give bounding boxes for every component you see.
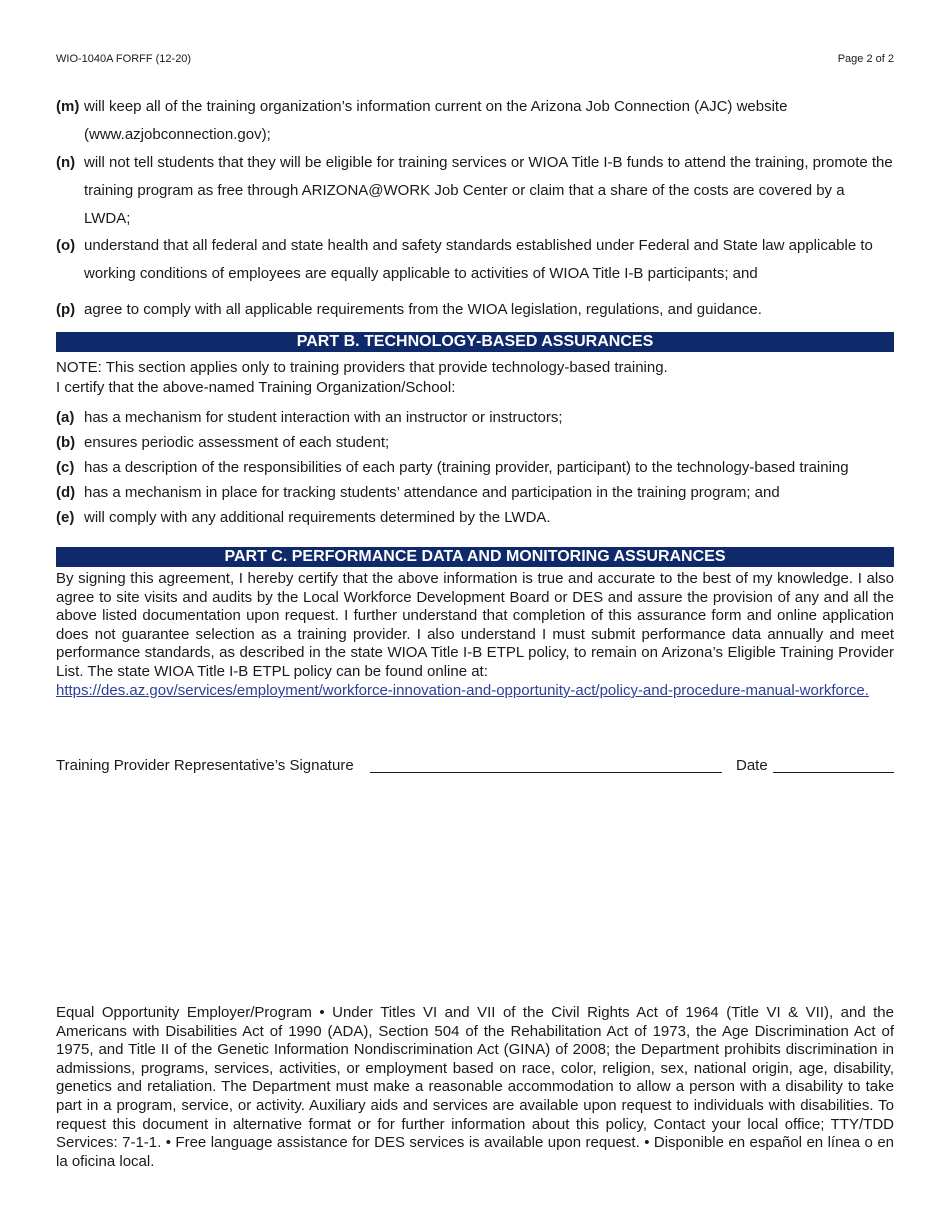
form-id: WIO-1040A FORFF (12-20)	[56, 53, 192, 65]
item-label: (n)	[56, 154, 76, 171]
item-label: (b)	[56, 434, 76, 451]
item-label: (m)	[56, 98, 80, 115]
item-text: will not tell students that they will be eligible for training services or WIOA Title I-B funds to attend the training, promote the training program as free through ARIZONA@WORK Job Center or claim that a share of the costs are covered by a LWDA;	[84, 154, 893, 227]
date-line[interactable]	[773, 772, 894, 773]
item-text: has a mechanism in place for tracking students’ attendance and participation in the training program; and	[84, 484, 780, 501]
signature-row	[56, 756, 894, 775]
item-label: (a)	[56, 409, 75, 426]
signature-line[interactable]	[370, 772, 722, 773]
policy-link[interactable]: https://des.az.gov/services/employment/workforce-innovation-and-opportunity-act/policy-and-procedure-manual-workforce.	[56, 682, 869, 699]
item-text: will keep all of the training organization’s information current on the Arizona Job Connection (AJC) website (www.azjobconnection.gov);	[84, 98, 788, 143]
item-label: (p)	[56, 301, 76, 318]
item-text: agree to comply with all applicable requirements from the WIOA legislation, regulations, and guidance.	[84, 301, 762, 318]
item-label: (c)	[56, 459, 75, 476]
item-label: (o)	[56, 237, 76, 254]
date-label: Date	[736, 757, 768, 774]
item-text: ensures periodic assessment of each student;	[84, 434, 390, 451]
item-text: will comply with any additional requirements determined by the LWDA.	[84, 509, 551, 526]
part-c-body: By signing this agreement, I hereby certify that the above information is true and accurate to the best of my knowledge. I also agree to site visits and audits by the Local Workforce Development Board or DES and assure the provision of any and all the above listed documentation upon request. I further understand that completion of this assurance form and online application does not guarantee selection as a training provider. I also understand I must submit performance data annually and meet performance standards, as described in the state WIOA Title I-B ETPL policy, to remain on Arizona’s Eligible Training Provider List. The state WIOA Title I-B ETPL policy can be found online at:	[56, 570, 894, 680]
item-label: (d)	[56, 484, 76, 501]
signature-label: Training Provider Representative’s Signature	[56, 757, 354, 774]
section-heading-part-c: PART C. PERFORMANCE DATA AND MONITORING ASSURANCES	[56, 547, 894, 567]
equal-opportunity-notice: Equal Opportunity Employer/Program • Under Titles VI and VII of the Civil Rights Act of 1964 (Title VI & VII), and the Americans with Disabilities Act of 1990 (ADA), Section 504 of the Rehabilitation Act of 1973, the Age Discrimination Act of 1975, and Title II of the Genetic Information Nondiscrimination Act (GINA) of 2008; the Department prohibits discrimination in admissions, programs, services, activities, or employment based on race, color, religion, sex, national origin, age, disability, genetics and retaliation. The Department must make a reasonable accommodation to allow a person with a disability to take part in a program, service, or activity. Auxiliary aids and services are available upon request to individuals with disabilities. To request this document in alternative format or for further information about this policy, Contact your local office; TTY/TDD Services: 7-1-1. • Free language assistance for DES services is available upon request. • Disponible en español en línea o en la oficina local.	[56, 1004, 894, 1170]
item-text: has a description of the responsibilities of each party (training provider, participant) to the technology-based training	[84, 459, 849, 476]
part-b-certify: I certify that the above-named Training Organization/School:	[56, 379, 456, 396]
page-number: Page 2 of 2	[837, 53, 894, 65]
section-heading-part-b: PART B. TECHNOLOGY-BASED ASSURANCES	[56, 332, 894, 352]
item-text: understand that all federal and state health and safety standards established under Federal and State law applicable to working conditions of employees are equally applicable to activities of WIOA Title I-B participants; and	[84, 237, 873, 282]
part-b-note: NOTE: This section applies only to training providers that provide technology-based training.	[56, 359, 668, 376]
item-text: has a mechanism for student interaction with an instructor or instructors;	[84, 409, 563, 426]
item-label: (e)	[56, 509, 75, 526]
